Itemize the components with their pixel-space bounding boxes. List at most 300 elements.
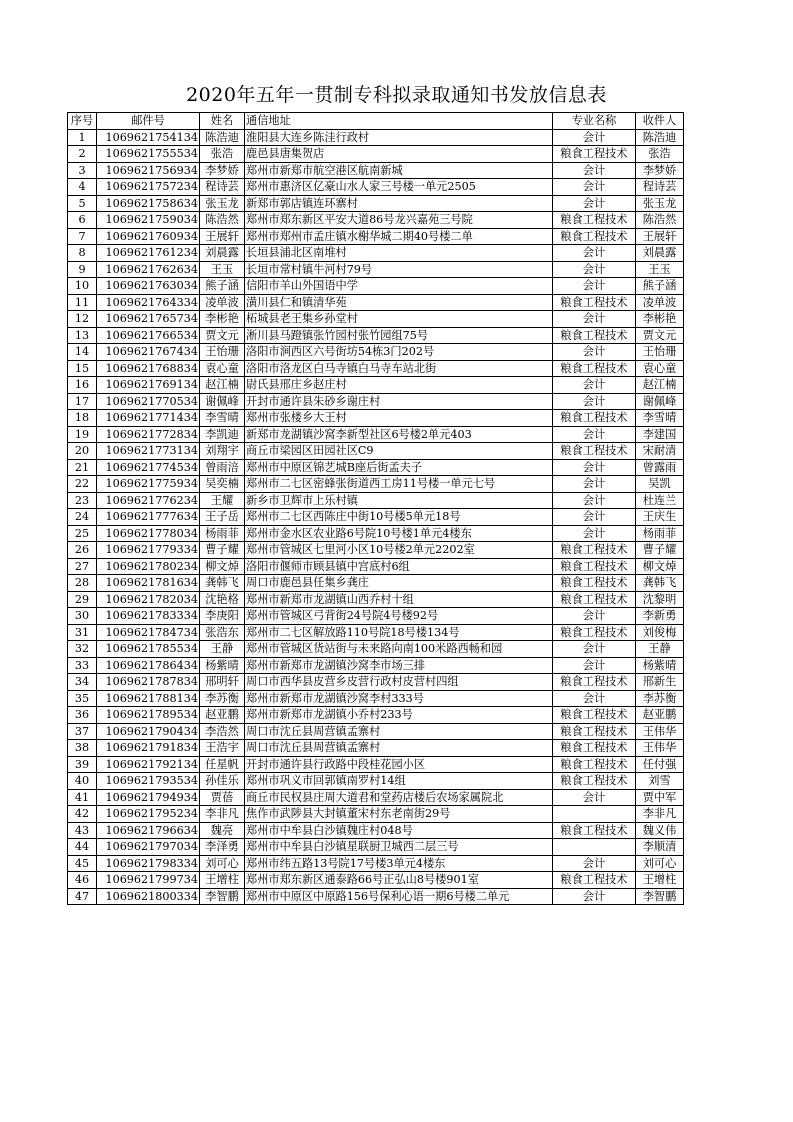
mail-number-cell: 1069621774534 xyxy=(97,459,200,476)
seq-cell: 28 xyxy=(68,575,97,592)
mail-number-cell: 1069621760934 xyxy=(97,228,200,245)
header-recipient: 收件人 xyxy=(636,113,684,130)
address-cell: 郑州市新郑市龙湖镇沙窝李村333号 xyxy=(245,690,553,707)
major-cell: 会计 xyxy=(553,492,636,509)
name-cell: 邢明轩 xyxy=(200,674,245,691)
recipient-cell: 李新勇 xyxy=(636,608,684,625)
address-cell: 焦作市武陟县大封镇董宋村东老南街29号 xyxy=(245,806,553,823)
address-cell: 尉氏县邢庄乡赵庄村 xyxy=(245,377,553,394)
address-cell: 郑州市郑东新区通泰路66号正弘山8号楼901室 xyxy=(245,872,553,889)
table-row xyxy=(68,888,684,905)
recipient-cell: 刘雪 xyxy=(636,773,684,790)
mail-number-cell: 1069621793534 xyxy=(97,773,200,790)
mail-number-cell: 1069621798334 xyxy=(97,855,200,872)
seq-cell: 43 xyxy=(68,822,97,839)
address-cell: 郑州市郑州市孟庄镇水榭华城二期40号楼二单 xyxy=(245,228,553,245)
seq-cell: 23 xyxy=(68,492,97,509)
mail-number-cell: 1069621766534 xyxy=(97,327,200,344)
address-cell: 郑州市管城区七里河小区10号楼2单元2202室 xyxy=(245,542,553,559)
major-cell: 会计 xyxy=(553,344,636,361)
name-cell: 王展轩 xyxy=(200,228,245,245)
major-cell: 粮食工程技术 xyxy=(553,756,636,773)
name-cell: 王增柱 xyxy=(200,872,245,889)
mail-number-cell: 1069621791834 xyxy=(97,740,200,757)
table-row xyxy=(68,773,684,790)
seq-cell: 46 xyxy=(68,872,97,889)
recipient-cell: 陈浩迪 xyxy=(636,129,684,146)
address-cell: 郑州市管城区货站街与未来路向南100米路西畅和园 xyxy=(245,641,553,658)
mail-number-cell: 1069621781634 xyxy=(97,575,200,592)
seq-cell: 40 xyxy=(68,773,97,790)
name-cell: 刘翔宇 xyxy=(200,443,245,460)
address-cell: 周口市沈丘县周营镇孟寨村 xyxy=(245,723,553,740)
recipient-cell: 王静 xyxy=(636,641,684,658)
major-cell: 粮食工程技术 xyxy=(553,591,636,608)
table-row xyxy=(68,162,684,179)
major-cell: 会计 xyxy=(553,641,636,658)
seq-cell: 42 xyxy=(68,806,97,823)
recipient-cell: 谢佩峰 xyxy=(636,393,684,410)
seq-cell: 39 xyxy=(68,756,97,773)
major-cell: 粮食工程技术 xyxy=(553,443,636,460)
seq-cell: 2 xyxy=(68,146,97,163)
major-cell: 会计 xyxy=(553,608,636,625)
recipient-cell: 王增柱 xyxy=(636,872,684,889)
name-cell: 吴奕楠 xyxy=(200,476,245,493)
seq-cell: 1 xyxy=(68,129,97,146)
major-cell: 粮食工程技术 xyxy=(553,723,636,740)
recipient-cell: 张玉龙 xyxy=(636,195,684,212)
address-cell: 郑州市巩义市回郭镇南罗村14组 xyxy=(245,773,553,790)
table-row xyxy=(68,311,684,328)
major-cell: 粮食工程技术 xyxy=(553,822,636,839)
table-row xyxy=(68,756,684,773)
name-cell: 魏亮 xyxy=(200,822,245,839)
name-cell: 张浩 xyxy=(200,146,245,163)
table-row xyxy=(68,707,684,724)
seq-cell: 4 xyxy=(68,179,97,196)
table-row xyxy=(68,327,684,344)
major-cell: 粮食工程技术 xyxy=(553,212,636,229)
seq-cell: 15 xyxy=(68,360,97,377)
major-cell: 粮食工程技术 xyxy=(553,575,636,592)
major-cell: 粮食工程技术 xyxy=(553,146,636,163)
address-cell: 长垣县浦北区南堆村 xyxy=(245,245,553,262)
mail-number-cell: 1069621779334 xyxy=(97,542,200,559)
name-cell: 李庚阳 xyxy=(200,608,245,625)
major-cell: 粮食工程技术 xyxy=(553,360,636,377)
name-cell: 赵江楠 xyxy=(200,377,245,394)
table-row xyxy=(68,789,684,806)
seq-cell: 32 xyxy=(68,641,97,658)
major-cell: 会计 xyxy=(553,179,636,196)
seq-cell: 20 xyxy=(68,443,97,460)
recipient-cell: 任付强 xyxy=(636,756,684,773)
mail-number-cell: 1069621799734 xyxy=(97,872,200,889)
mail-number-cell: 1069621764334 xyxy=(97,294,200,311)
seq-cell: 45 xyxy=(68,855,97,872)
major-cell: 会计 xyxy=(553,509,636,526)
address-cell: 信阳市羊山外国语中学 xyxy=(245,278,553,295)
mail-number-cell: 1069621797034 xyxy=(97,839,200,856)
seq-cell: 38 xyxy=(68,740,97,757)
mail-number-cell: 1069621770534 xyxy=(97,393,200,410)
name-cell: 刘可心 xyxy=(200,855,245,872)
seq-cell: 8 xyxy=(68,245,97,262)
mail-number-cell: 1069621795234 xyxy=(97,806,200,823)
recipient-cell: 刘俊梅 xyxy=(636,624,684,641)
address-cell: 柘城县老王集乡孙堂村 xyxy=(245,311,553,328)
mail-number-cell: 1069621775934 xyxy=(97,476,200,493)
major-cell: 粮食工程技术 xyxy=(553,773,636,790)
seq-cell: 44 xyxy=(68,839,97,856)
table-row xyxy=(68,608,684,625)
recipient-cell: 李彬艳 xyxy=(636,311,684,328)
name-cell: 龚韩飞 xyxy=(200,575,245,592)
recipient-cell: 赵亚鹏 xyxy=(636,707,684,724)
recipient-cell: 杜连兰 xyxy=(636,492,684,509)
name-cell: 程诗芸 xyxy=(200,179,245,196)
table-row xyxy=(68,558,684,575)
recipient-cell: 王庆生 xyxy=(636,509,684,526)
seq-cell: 13 xyxy=(68,327,97,344)
recipient-cell: 李苏衡 xyxy=(636,690,684,707)
major-cell: 粮食工程技术 xyxy=(553,558,636,575)
address-cell: 商丘市民权县庄周大道君和堂药店楼后农场家属院北 xyxy=(245,789,553,806)
mail-number-cell: 1069621785534 xyxy=(97,641,200,658)
mail-number-cell: 1069621784734 xyxy=(97,624,200,641)
name-cell: 陈浩然 xyxy=(200,212,245,229)
recipient-cell: 李建国 xyxy=(636,426,684,443)
name-cell: 李雪晴 xyxy=(200,410,245,427)
table-header-row xyxy=(68,113,684,130)
table-row xyxy=(68,459,684,476)
mail-number-cell: 1069621787834 xyxy=(97,674,200,691)
mail-number-cell: 1069621755534 xyxy=(97,146,200,163)
table-row xyxy=(68,591,684,608)
major-cell: 会计 xyxy=(553,690,636,707)
seq-cell: 27 xyxy=(68,558,97,575)
address-cell: 郑州市中牟县白沙镇星联厨卫城西二层三号 xyxy=(245,839,553,856)
address-cell: 郑州市新郑市龙湖镇沙窝李市场三排 xyxy=(245,657,553,674)
name-cell: 张玉龙 xyxy=(200,195,245,212)
mail-number-cell: 1069621788134 xyxy=(97,690,200,707)
table-row xyxy=(68,195,684,212)
name-cell: 任星帆 xyxy=(200,756,245,773)
mail-number-cell: 1069621777634 xyxy=(97,509,200,526)
table-row xyxy=(68,492,684,509)
mail-number-cell: 1069621780234 xyxy=(97,558,200,575)
seq-cell: 21 xyxy=(68,459,97,476)
major-cell xyxy=(553,839,636,856)
address-cell: 周口市沈丘县周营镇孟寨村 xyxy=(245,740,553,757)
table-row xyxy=(68,674,684,691)
seq-cell: 5 xyxy=(68,195,97,212)
name-cell: 李智鹏 xyxy=(200,888,245,905)
header-mail-number: 邮件号 xyxy=(97,113,200,130)
recipient-cell: 李雪晴 xyxy=(636,410,684,427)
seq-cell: 16 xyxy=(68,377,97,394)
table-row xyxy=(68,146,684,163)
seq-cell: 22 xyxy=(68,476,97,493)
mail-number-cell: 1069621782034 xyxy=(97,591,200,608)
address-cell: 郑州市中原区锦艺城B座后街孟夫子 xyxy=(245,459,553,476)
mail-number-cell: 1069621765734 xyxy=(97,311,200,328)
address-cell: 郑州市张楼乡大王村 xyxy=(245,410,553,427)
recipient-cell: 魏义伟 xyxy=(636,822,684,839)
table-row xyxy=(68,344,684,361)
table-row xyxy=(68,723,684,740)
major-cell: 粮食工程技术 xyxy=(553,674,636,691)
table-row xyxy=(68,426,684,443)
address-cell: 潢川县仁和镇清华苑 xyxy=(245,294,553,311)
mail-number-cell: 1069621759034 xyxy=(97,212,200,229)
table-row xyxy=(68,212,684,229)
table-row xyxy=(68,806,684,823)
recipient-cell: 曹子耀 xyxy=(636,542,684,559)
seq-cell: 29 xyxy=(68,591,97,608)
recipient-cell: 王伟华 xyxy=(636,740,684,757)
name-cell: 贾文元 xyxy=(200,327,245,344)
table-row xyxy=(68,641,684,658)
major-cell: 会计 xyxy=(553,426,636,443)
name-cell: 李彬艳 xyxy=(200,311,245,328)
table-row xyxy=(68,509,684,526)
page-title: 2020年五年一贯制专科拟录取通知书发放信息表 xyxy=(186,84,607,106)
major-cell: 会计 xyxy=(553,129,636,146)
major-cell: 粮食工程技术 xyxy=(553,542,636,559)
mail-number-cell: 1069621783334 xyxy=(97,608,200,625)
major-cell xyxy=(553,806,636,823)
recipient-cell: 李智鹏 xyxy=(636,888,684,905)
name-cell: 王怡珊 xyxy=(200,344,245,361)
recipient-cell: 熊子涵 xyxy=(636,278,684,295)
major-cell: 会计 xyxy=(553,789,636,806)
seq-cell: 37 xyxy=(68,723,97,740)
table-row xyxy=(68,410,684,427)
major-cell: 粮食工程技术 xyxy=(553,740,636,757)
mail-number-cell: 1069621786434 xyxy=(97,657,200,674)
header-seq: 序号 xyxy=(68,113,97,130)
name-cell: 王玉 xyxy=(200,261,245,278)
address-cell: 郑州市二七区西陈庄中街10号楼5单元18号 xyxy=(245,509,553,526)
major-cell: 会计 xyxy=(553,195,636,212)
seq-cell: 14 xyxy=(68,344,97,361)
name-cell: 王耀 xyxy=(200,492,245,509)
mail-number-cell: 1069621762634 xyxy=(97,261,200,278)
name-cell: 李苏衡 xyxy=(200,690,245,707)
name-cell: 李浩然 xyxy=(200,723,245,740)
major-cell: 粮食工程技术 xyxy=(553,707,636,724)
seq-cell: 9 xyxy=(68,261,97,278)
name-cell: 李非凡 xyxy=(200,806,245,823)
mail-number-cell: 1069621763034 xyxy=(97,278,200,295)
mail-number-cell: 1069621796634 xyxy=(97,822,200,839)
name-cell: 柳文焯 xyxy=(200,558,245,575)
seq-cell: 31 xyxy=(68,624,97,641)
table-row xyxy=(68,245,684,262)
address-cell: 周口市鹿邑县任集乡龚庄 xyxy=(245,575,553,592)
seq-cell: 36 xyxy=(68,707,97,724)
header-address: 通信地址 xyxy=(245,113,553,130)
address-cell: 洛阳市涧西区六号街坊54栋3门202号 xyxy=(245,344,553,361)
table-row xyxy=(68,377,684,394)
recipient-cell: 刘可心 xyxy=(636,855,684,872)
seq-cell: 19 xyxy=(68,426,97,443)
address-cell: 郑州市二七区密蜂张街道西工房11号楼一单元七号 xyxy=(245,476,553,493)
table-row xyxy=(68,690,684,707)
seq-cell: 34 xyxy=(68,674,97,691)
table-row xyxy=(68,872,684,889)
table-row xyxy=(68,839,684,856)
mail-number-cell: 1069621771434 xyxy=(97,410,200,427)
name-cell: 王浩宇 xyxy=(200,740,245,757)
mail-number-cell: 1069621790434 xyxy=(97,723,200,740)
table-row xyxy=(68,179,684,196)
address-cell: 鹿邑县唐集贺店 xyxy=(245,146,553,163)
name-cell: 李凯迪 xyxy=(200,426,245,443)
name-cell: 杨紫晴 xyxy=(200,657,245,674)
recipient-cell: 王伟华 xyxy=(636,723,684,740)
seq-cell: 11 xyxy=(68,294,97,311)
recipient-cell: 李非凡 xyxy=(636,806,684,823)
name-cell: 王子岳 xyxy=(200,509,245,526)
name-cell: 李梦娇 xyxy=(200,162,245,179)
major-cell: 粮食工程技术 xyxy=(553,327,636,344)
recipient-cell: 贾文元 xyxy=(636,327,684,344)
seq-cell: 26 xyxy=(68,542,97,559)
table-row xyxy=(68,360,684,377)
name-cell: 曾雨涪 xyxy=(200,459,245,476)
mail-number-cell: 1069621800334 xyxy=(97,888,200,905)
address-cell: 开封市通许县朱砂乡谢庄村 xyxy=(245,393,553,410)
name-cell: 袁心童 xyxy=(200,360,245,377)
header-name: 姓名 xyxy=(200,113,245,130)
recipient-cell: 张浩 xyxy=(636,146,684,163)
table-row xyxy=(68,228,684,245)
address-cell: 郑州市新郑市航空港区航南新城 xyxy=(245,162,553,179)
major-cell: 粮食工程技术 xyxy=(553,228,636,245)
recipient-cell: 吴凯 xyxy=(636,476,684,493)
seq-cell: 47 xyxy=(68,888,97,905)
seq-cell: 7 xyxy=(68,228,97,245)
address-cell: 郑州市中原区中原路156号保利心语一期6号楼二单元 xyxy=(245,888,553,905)
name-cell: 曹子耀 xyxy=(200,542,245,559)
mail-number-cell: 1069621768834 xyxy=(97,360,200,377)
address-cell: 长垣市常村镇牛河村79号 xyxy=(245,261,553,278)
recipient-cell: 沈黎明 xyxy=(636,591,684,608)
address-cell: 郑州市中牟县白沙镇魏庄村048号 xyxy=(245,822,553,839)
recipient-cell: 程诗芸 xyxy=(636,179,684,196)
mail-number-cell: 1069621792134 xyxy=(97,756,200,773)
name-cell: 谢佩峰 xyxy=(200,393,245,410)
table-row xyxy=(68,525,684,542)
address-cell: 洛阳市洛龙区白马寺镇白马寺车站北街 xyxy=(245,360,553,377)
address-cell: 淮阳县大连乡陈洼行政村 xyxy=(245,129,553,146)
name-cell: 凌单波 xyxy=(200,294,245,311)
table-row xyxy=(68,278,684,295)
seq-cell: 6 xyxy=(68,212,97,229)
seq-cell: 10 xyxy=(68,278,97,295)
major-cell: 会计 xyxy=(553,525,636,542)
table-row xyxy=(68,393,684,410)
table-row xyxy=(68,443,684,460)
name-cell: 贾蓓 xyxy=(200,789,245,806)
address-cell: 新郑市龙湖镇沙窝李新型社区6号楼2单元403 xyxy=(245,426,553,443)
table-row xyxy=(68,822,684,839)
recipient-cell: 王怡珊 xyxy=(636,344,684,361)
name-cell: 刘晨露 xyxy=(200,245,245,262)
recipient-cell: 曾露雨 xyxy=(636,459,684,476)
major-cell: 会计 xyxy=(553,476,636,493)
address-cell: 郑州市惠济区亿豪山水人家三号楼一单元2505 xyxy=(245,179,553,196)
address-cell: 郑州市郑东新区平安大道86号龙兴嘉苑三号院 xyxy=(245,212,553,229)
table-row xyxy=(68,542,684,559)
address-cell: 商丘市梁园区田园社区C9 xyxy=(245,443,553,460)
recipient-cell: 杨雨菲 xyxy=(636,525,684,542)
address-cell: 开封市通许县行政路中段桂花园小区 xyxy=(245,756,553,773)
table-row xyxy=(68,129,684,146)
seq-cell: 17 xyxy=(68,393,97,410)
recipient-cell: 陈浩然 xyxy=(636,212,684,229)
address-cell: 洛阳市偃师市顾县镇中宫底村6组 xyxy=(245,558,553,575)
address-cell: 郑州市新郑市龙湖镇小乔村233号 xyxy=(245,707,553,724)
recipient-cell: 李顺清 xyxy=(636,839,684,856)
mail-number-cell: 1069621769134 xyxy=(97,377,200,394)
recipient-cell: 邢新生 xyxy=(636,674,684,691)
name-cell: 熊子涵 xyxy=(200,278,245,295)
mail-number-cell: 1069621761234 xyxy=(97,245,200,262)
table-row xyxy=(68,740,684,757)
address-cell: 郑州市纬五路13号院17号楼3单元4楼东 xyxy=(245,855,553,872)
name-cell: 沈艳格 xyxy=(200,591,245,608)
major-cell: 会计 xyxy=(553,377,636,394)
table-row xyxy=(68,855,684,872)
address-cell: 郑州市新郑市龙湖镇山西乔村十组 xyxy=(245,591,553,608)
name-cell: 杨雨菲 xyxy=(200,525,245,542)
mail-number-cell: 1069621778034 xyxy=(97,525,200,542)
table-row xyxy=(68,575,684,592)
major-cell: 会计 xyxy=(553,245,636,262)
address-cell: 周口市西华县皮营乡皮营行政村皮营村四组 xyxy=(245,674,553,691)
table-row xyxy=(68,476,684,493)
recipient-cell: 刘晨露 xyxy=(636,245,684,262)
major-cell: 会计 xyxy=(553,657,636,674)
recipient-cell: 赵江楠 xyxy=(636,377,684,394)
major-cell: 会计 xyxy=(553,278,636,295)
mail-number-cell: 1069621758634 xyxy=(97,195,200,212)
name-cell: 孙佳乐 xyxy=(200,773,245,790)
mail-number-cell: 1069621757234 xyxy=(97,179,200,196)
address-cell: 郑州市金水区农业路6号院10号楼1单元4楼东 xyxy=(245,525,553,542)
seq-cell: 35 xyxy=(68,690,97,707)
mail-number-cell: 1069621776234 xyxy=(97,492,200,509)
seq-cell: 18 xyxy=(68,410,97,427)
name-cell: 张浩东 xyxy=(200,624,245,641)
name-cell: 陈浩迪 xyxy=(200,129,245,146)
recipient-cell: 龚韩飞 xyxy=(636,575,684,592)
seq-cell: 30 xyxy=(68,608,97,625)
major-cell: 会计 xyxy=(553,888,636,905)
major-cell: 会计 xyxy=(553,162,636,179)
mail-number-cell: 1069621754134 xyxy=(97,129,200,146)
recipient-cell: 王玉 xyxy=(636,261,684,278)
table-row xyxy=(68,294,684,311)
mail-number-cell: 1069621756934 xyxy=(97,162,200,179)
major-cell: 粮食工程技术 xyxy=(553,294,636,311)
name-cell: 赵亚鹏 xyxy=(200,707,245,724)
recipient-cell: 凌单波 xyxy=(636,294,684,311)
